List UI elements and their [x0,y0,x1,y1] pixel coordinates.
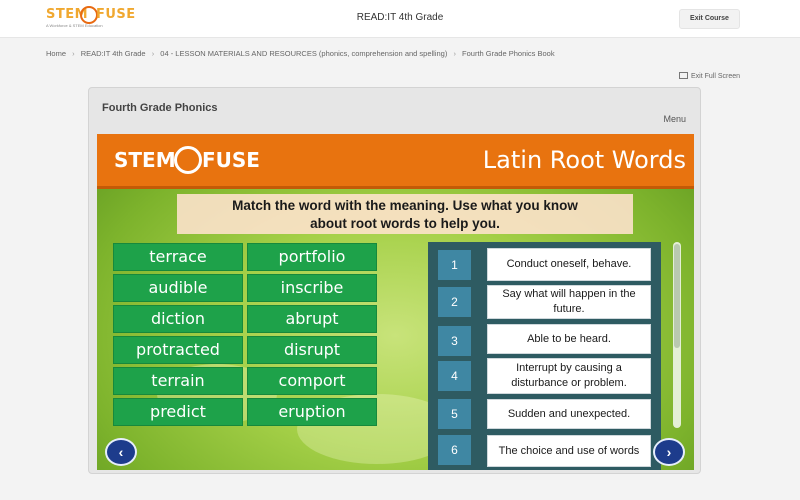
breadcrumb-section[interactable]: 04 - LESSON MATERIALS AND RESOURCES (phonics, comprehension and spelling) [160,49,448,58]
word-tile-eruption[interactable]: eruption [247,398,377,426]
word-tile-predict[interactable]: predict [113,398,243,426]
logo-tagline: A Workforce & STEM Education [46,23,103,28]
breadcrumb-separator: › [72,49,75,58]
logo-word-right: FUSE [96,7,136,22]
breadcrumb-home[interactable]: Home [46,49,67,58]
breadcrumb-course[interactable]: READ:IT 4th Grade [80,49,146,58]
slide-logo [114,148,259,176]
word-tile-inscribe[interactable]: inscribe [247,274,377,302]
word-tile-abrupt[interactable]: abrupt [247,305,377,333]
word-tile-disrupt[interactable]: disrupt [247,336,377,364]
next-slide-button[interactable] [653,438,685,466]
definition-number: 1 [438,250,471,280]
instructions-line-1: Match the word with the meaning. Use what you know [232,198,578,213]
definition-number: 5 [438,399,471,429]
scrollbar-thumb[interactable] [674,244,680,348]
top-bar [0,0,800,38]
definition-drop-target[interactable]: Say what will happen in the future. [487,285,651,319]
definition-drop-target[interactable]: The choice and use of words [487,435,651,467]
menu-button[interactable]: Menu [663,114,686,124]
chevron-left-icon: ‹ [118,444,124,460]
word-tile-portfolio[interactable]: portfolio [247,243,377,271]
definition-number: 6 [438,435,471,465]
fullscreen-icon [679,72,688,79]
word-tile-protracted[interactable]: protracted [113,336,243,364]
slide-logo-word-left: STEM [114,148,176,172]
definitions-panel [428,242,661,470]
chevron-right-icon: › [666,444,672,460]
player-title: Fourth Grade Phonics [102,102,218,114]
definitions-scrollbar[interactable] [673,242,681,428]
exit-course-button[interactable]: Exit Course [679,9,740,29]
definition-drop-target[interactable]: Sudden and unexpected. [487,399,651,429]
slide [97,134,694,470]
definition-number: 2 [438,287,471,317]
word-tile-terrace[interactable]: terrace [113,243,243,271]
slide-logo-word-right: FUSE [202,148,260,172]
word-tile-audible[interactable]: audible [113,274,243,302]
definition-drop-target[interactable]: Interrupt by causing a disturbance or problem. [487,358,651,394]
definition-drop-target[interactable]: Able to be heard. [487,324,651,354]
definition-number: 3 [438,326,471,356]
word-tile-comport[interactable]: comport [247,367,377,395]
logo-word-left: STEM [46,7,89,22]
word-tile-diction[interactable]: diction [113,305,243,333]
breadcrumb-current[interactable]: Fourth Grade Phonics Book [462,49,555,58]
instructions-line-2: about root words to help you. [310,216,500,231]
course-title: READ:IT 4th Grade [356,12,444,23]
definition-drop-target[interactable]: Conduct oneself, behave. [487,248,651,281]
instructions [177,194,633,234]
slide-logo-x-icon [174,146,202,174]
course-player [88,87,701,474]
breadcrumb-separator: › [453,49,456,58]
definition-number: 4 [438,361,471,391]
word-tile-terrain[interactable]: terrain [113,367,243,395]
slide-banner [97,134,694,189]
previous-slide-button[interactable] [105,438,137,466]
slide-title: Latin Root Words [482,146,686,174]
exit-full-screen-button[interactable] [679,72,740,80]
exit-full-screen-label: Exit Full Screen [691,73,741,80]
breadcrumb [46,49,555,58]
breadcrumb-separator: › [151,49,155,58]
